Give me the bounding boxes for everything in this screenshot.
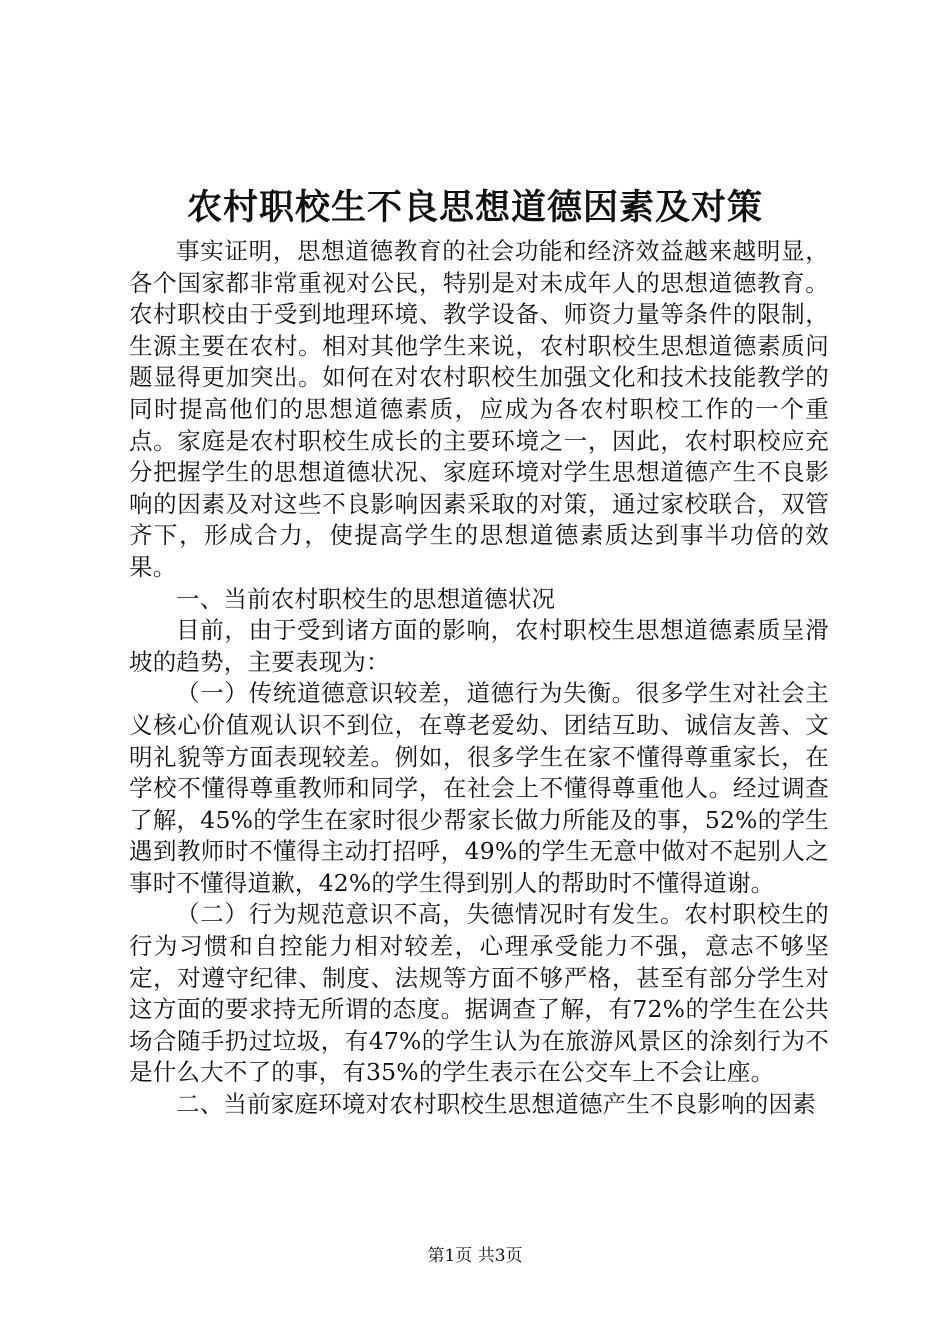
paragraph-status: 目前，由于受到诸方面的影响，农村职校生思想道德素质呈滑坡的趋势，主要表现为：	[129, 616, 829, 676]
section-heading-2: 二、当前家庭环境对农村职校生思想道德产生不良影响的因素	[176, 1090, 816, 1119]
paragraph-point-2: （二）行为规范意识不高，失德情况时有发生。农村职校生的行为习惯和自控能力相对较差，心理承受能力不强，意志不够坚定，对遵守纪律、制度、法规等方面不够严格，甚至有部分学生对这方面的要求持无所谓的态度。据调查了解，有72%的学生在公共场合随手扔过垃圾，有47%的学生认为在旅游风景区的涂刻行为不是什么大不了的事，有35%的学生表示在公交车上不会让座。	[129, 900, 829, 1087]
document-title: 农村职校生不良思想道德因素及对策	[186, 187, 763, 228]
document-body	[129, 236, 829, 1121]
page-number-footer: 第1页 共3页	[427, 1246, 523, 1266]
paragraph-intro: 事实证明，思想道德教育的社会功能和经济效益越来越明显，各个国家都非常重视对公民，特别是对未成年人的思想道德教育。农村职校由于受到地理环境、教学设备、师资力量等条件的限制，生源主要在农村。相对其他学生来说，农村职校生思想道德素质问题显得更加突出。如何在对农村职校生加强文化和技术技能教学的同时提高他们的思想道德素质，应成为各农村职校工作的一个重点。家庭是农村职校生成长的主要环境之一，因此，农村职校应充分把握学生的思想道德状况、家庭环境对学生思想道德产生不良影响的因素及对这些不良影响因素采取的对策，通过家校联合，双管齐下，形成合力，使提高学生的思想道德素质达到事半功倍的效果。	[129, 237, 829, 581]
section-heading-1: 一、当前农村职校生的思想道德状况	[176, 584, 556, 613]
paragraph-point-1: （一）传统道德意识较差，道德行为失衡。很多学生对社会主义核心价值观认识不到位，在尊老爱幼、团结互助、诚信友善、文明礼貌等方面表现较差。例如，很多学生在家不懂得尊重家长，在学校不懂得尊重教师和同学，在社会上不懂得尊重他人。经过调查了解，45%的学生在家时很少帮家长做力所能及的事，52%的学生遇到教师时不懂得主动打招呼，49%的学生无意中做对不起别人之事时不懂得道歉，42%的学生得到别人的帮助时不懂得道谢。	[129, 679, 829, 897]
